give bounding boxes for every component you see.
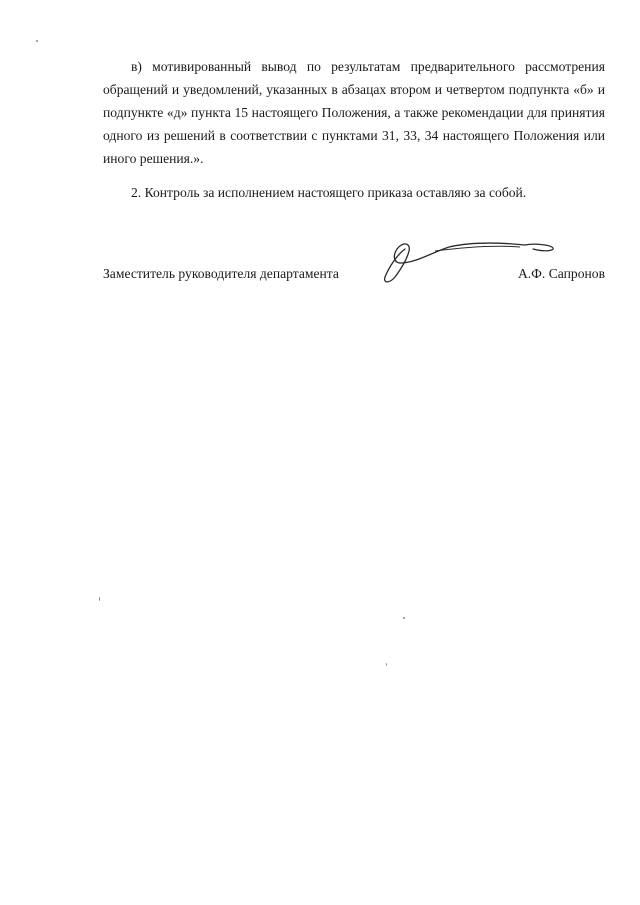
scan-speck bbox=[99, 597, 100, 601]
signature-block bbox=[103, 266, 605, 290]
body-paragraph-item-2: 2. Контроль за исполнением настоящего приказа оставляю за собой. bbox=[131, 185, 527, 200]
signatory-position: Заместитель руководителя департамента bbox=[103, 266, 339, 281]
scan-speck bbox=[403, 617, 405, 619]
scan-speck bbox=[386, 663, 387, 666]
scan-speck bbox=[36, 40, 38, 42]
signatory-name: А.Ф. Сапронов bbox=[517, 266, 605, 281]
body-paragraph-item-v: в) мотивированный вывод по результатам предварительного рассмотрения обращений и уведомлений, указанных в абзацах втором и четвертом подпункта «б» и подпункте «д» пункта 15 настоящего Положения, а также рекомендации для принятия одного из решений в соответствии с пунктами 31, 33, 34 настоящего Положения или иного решения.». bbox=[103, 59, 605, 166]
